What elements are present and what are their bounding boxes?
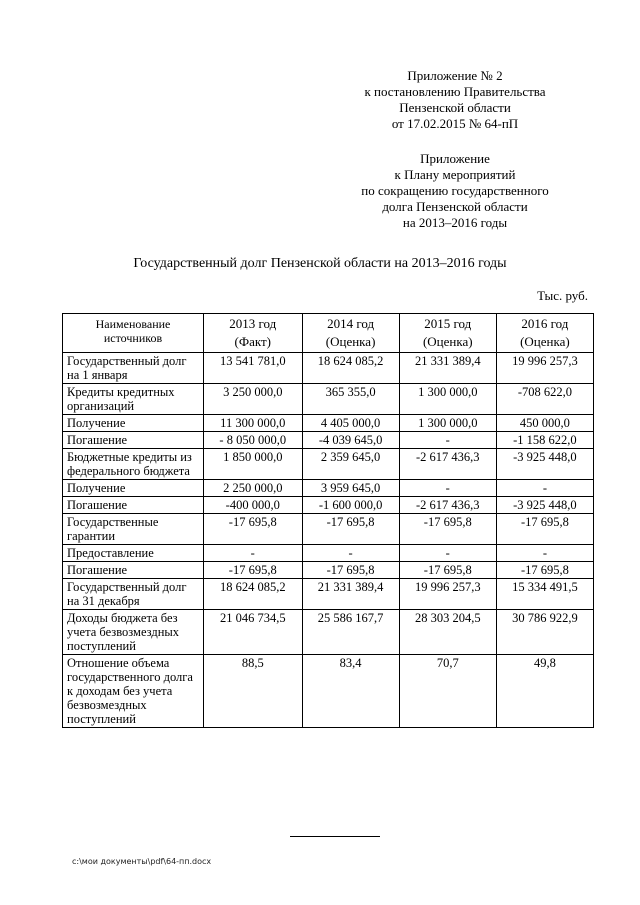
row-value: 19 996 257,3 [496,353,593,384]
table-row [63,480,594,497]
row-value: 1 850 000,0 [204,449,303,480]
row-label: Государственный долг на 1 января [63,353,204,384]
row-value: 18 624 085,2 [302,353,399,384]
row-value: -17 695,8 [399,562,496,579]
row-value: 1 300 000,0 [399,415,496,432]
row-value: 19 996 257,3 [399,579,496,610]
row-value: 13 541 781,0 [204,353,303,384]
row-value: - 8 050 000,0 [204,432,303,449]
row-label: Погашение [63,497,204,514]
row-value: 15 334 491,5 [496,579,593,610]
appendix-line: к Плану мероприятий [394,167,516,182]
table-row [63,655,594,728]
row-value: 30 786 922,9 [496,610,593,655]
row-label: Погашение [63,432,204,449]
row-value: -17 695,8 [399,514,496,545]
row-value: 21 331 389,4 [399,353,496,384]
table-row [63,579,594,610]
row-value: 2 250 000,0 [204,480,303,497]
row-value: 49,8 [496,655,593,728]
table-row [63,449,594,480]
row-value: -17 695,8 [302,562,399,579]
row-label: Получение [63,480,204,497]
table-row [63,514,594,545]
row-value: -400 000,0 [204,497,303,514]
row-value: 28 303 204,5 [399,610,496,655]
table-header-row [63,314,594,353]
row-value: -17 695,8 [204,562,303,579]
table-row [63,610,594,655]
row-value: 83,4 [302,655,399,728]
row-value: - [399,480,496,497]
row-value: 365 355,0 [302,384,399,415]
row-value: 18 624 085,2 [204,579,303,610]
row-value: -17 695,8 [496,514,593,545]
row-value: -17 695,8 [496,562,593,579]
table-row [63,384,594,415]
row-label: Бюджетные кредиты из федерального бюджета [63,449,204,480]
document-title: Государственный долг Пензенской области на 2013–2016 годы [133,256,507,271]
header-year-2015 [399,314,496,353]
row-value: 3 959 645,0 [302,480,399,497]
units-label: Тыс. руб. [537,288,588,303]
row-label: Погашение [63,562,204,579]
row-value: -17 695,8 [204,514,303,545]
file-path: c:\мои документы\pdf\64-пп.docx [72,857,212,866]
row-value: 3 250 000,0 [204,384,303,415]
row-value: -4 039 645,0 [302,432,399,449]
row-value: 70,7 [399,655,496,728]
header-year: 2016 год [521,316,569,331]
row-value: - [496,480,593,497]
row-value: 25 586 167,7 [302,610,399,655]
row-label: Кредиты кредитных организаций [63,384,204,415]
appendix-line: Приложение [420,151,490,166]
header-year: 2013 год [229,316,277,331]
header-year-2013 [204,314,303,353]
header-kind: (Оценка) [520,334,570,349]
row-value: -2 617 436,3 [399,497,496,514]
row-value: -708 622,0 [496,384,593,415]
header-kind: (Факт) [234,334,272,349]
row-value: 1 300 000,0 [399,384,496,415]
signature-line [290,836,380,837]
appendix-to-resolution [330,68,580,132]
row-label: Доходы бюджета без учета безвозмездных поступлений [63,610,204,655]
row-value: -3 925 448,0 [496,449,593,480]
table-row [63,432,594,449]
header-year-2016 [496,314,593,353]
table-body [63,353,594,728]
table-row [63,562,594,579]
row-value: 450 000,0 [496,415,593,432]
header-kind: (Оценка) [422,334,473,349]
row-value: - [302,545,399,562]
header-year: 2015 год [424,316,472,331]
debt-table [62,313,594,728]
appendix-line: Пензенской области [399,100,511,115]
row-label: Предоставление [63,545,204,562]
row-value: -2 617 436,3 [399,449,496,480]
row-value: - [496,545,593,562]
row-value: 21 331 389,4 [302,579,399,610]
table-row [63,497,594,514]
header-name-column: Наименование источников [63,314,204,353]
row-label: Получение [63,415,204,432]
row-value: 21 046 734,5 [204,610,303,655]
appendix-line: по сокращению государственного [361,183,549,198]
table-row [63,415,594,432]
row-value: -1 600 000,0 [302,497,399,514]
row-value: - [399,545,496,562]
table-row [63,353,594,384]
row-value: -17 695,8 [302,514,399,545]
appendix-line: от 17.02.2015 № 64-пП [391,116,519,131]
row-value: 11 300 000,0 [204,415,303,432]
header-year-2014 [302,314,399,353]
row-value: - [399,432,496,449]
row-value: 2 359 645,0 [302,449,399,480]
row-label: Государственные гарантии [63,514,204,545]
table-row [63,545,594,562]
row-value: 4 405 000,0 [302,415,399,432]
row-value: -1 158 622,0 [496,432,593,449]
appendix-line: на 2013–2016 годы [402,215,508,230]
row-value: -3 925 448,0 [496,497,593,514]
row-value: 88,5 [204,655,303,728]
appendix-line: долга Пензенской области [382,199,528,214]
header-year: 2014 год [327,316,375,331]
row-label: Отношение объема государственного долга к доходам без учета безвозмездных поступлений [63,655,204,728]
header-kind: (Оценка) [325,334,376,349]
row-value: - [204,545,303,562]
appendix-line: Приложение № 2 [407,68,503,83]
appendix-to-plan [330,151,580,231]
appendix-line: к постановлению Правительства [364,84,546,99]
row-label: Государственный долг на 31 декабря [63,579,204,610]
